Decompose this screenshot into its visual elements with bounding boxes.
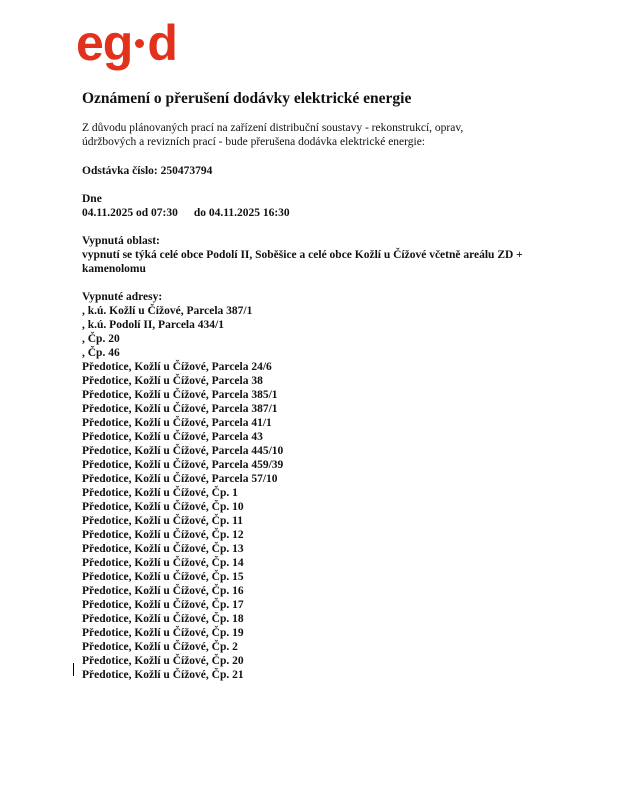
- address-list: [82, 304, 562, 682]
- address-item: Předotice, Kožlí u Čížové, Čp. 21: [82, 669, 244, 681]
- address-item: Předotice, Kožlí u Čížové, Parcela 38: [82, 375, 263, 387]
- logo-dot-icon: [135, 39, 144, 48]
- address-item: Předotice, Kožlí u Čížové, Parcela 41/1: [82, 417, 272, 429]
- logo-text-d: d: [147, 15, 177, 71]
- address-item: Předotice, Kožlí u Čížové, Čp. 16: [82, 585, 244, 597]
- address-item: Předotice, Kožlí u Čížové, Čp. 17: [82, 599, 244, 611]
- address-item: Předotice, Kožlí u Čížové, Čp. 15: [82, 571, 244, 583]
- egd-logo: [76, 15, 177, 72]
- outage-addresses: [82, 290, 562, 682]
- date-label: Dne: [82, 193, 102, 205]
- addresses-label: Vypnuté adresy:: [82, 291, 163, 303]
- address-item: Předotice, Kožlí u Čížové, Čp. 18: [82, 613, 244, 625]
- address-item: , Čp. 46: [82, 347, 120, 359]
- address-item: Předotice, Kožlí u Čížové, Čp. 2: [82, 641, 238, 653]
- intro-line-1: Z důvodu plánovaných prací na zařízení distribuční soustavy - rekonstrukcí, oprav,: [82, 122, 464, 134]
- date-from: 04.11.2025 od 07:30: [82, 207, 178, 219]
- address-item: Předotice, Kožlí u Čížové, Parcela 43: [82, 431, 263, 443]
- outage-number: Odstávka číslo: 250473794: [82, 165, 213, 177]
- date-range: [82, 206, 562, 220]
- address-item: Předotice, Kožlí u Čížové, Čp. 13: [82, 543, 244, 555]
- intro-line-2: údržbových a revizních prací - bude přerušena dodávka elektrické energie:: [82, 136, 426, 148]
- outage-area: [82, 234, 562, 276]
- text-cursor: [73, 663, 74, 676]
- area-text: vypnutí se týká celé obce Podolí II, Soběšice a celé obce Kožlí u Čížové včetně areálu ZD + kamenolomu: [82, 249, 523, 275]
- address-item: Předotice, Kožlí u Čížové, Parcela 445/10: [82, 445, 284, 457]
- address-item: Předotice, Kožlí u Čížové, Čp. 19: [82, 627, 244, 639]
- logo-text-eg: eg: [76, 15, 133, 71]
- address-item: Předotice, Kožlí u Čížové, Čp. 1: [82, 487, 238, 499]
- address-item: , k.ú. Podolí II, Parcela 434/1: [82, 319, 224, 331]
- address-item: , Čp. 20: [82, 333, 120, 345]
- outage-date: [82, 192, 562, 220]
- address-item: Předotice, Kožlí u Čížové, Čp. 14: [82, 557, 244, 569]
- address-item: Předotice, Kožlí u Čížové, Parcela 24/6: [82, 361, 272, 373]
- address-item: Předotice, Kožlí u Čížové, Parcela 387/1: [82, 403, 278, 415]
- address-item: Předotice, Kožlí u Čížové, Parcela 459/39: [82, 459, 284, 471]
- address-item: , k.ú. Kožlí u Čížové, Parcela 387/1: [82, 305, 253, 317]
- document-title: Oznámení o přerušení dodávky elektrické energie: [82, 90, 412, 107]
- address-item: Předotice, Kožlí u Čížové, Čp. 12: [82, 529, 244, 541]
- document-body: [82, 89, 562, 682]
- area-label: Vypnutá oblast:: [82, 235, 160, 247]
- address-item: Předotice, Kožlí u Čížové, Parcela 57/10: [82, 473, 278, 485]
- address-item: Předotice, Kožlí u Čížové, Parcela 385/1: [82, 389, 278, 401]
- address-item: Předotice, Kožlí u Čížové, Čp. 10: [82, 501, 244, 513]
- address-item: Předotice, Kožlí u Čížové, Čp. 20: [82, 655, 244, 667]
- address-item: Předotice, Kožlí u Čížové, Čp. 11: [82, 515, 243, 527]
- intro-paragraph: [82, 121, 562, 149]
- date-to: do 04.11.2025 16:30: [193, 207, 290, 219]
